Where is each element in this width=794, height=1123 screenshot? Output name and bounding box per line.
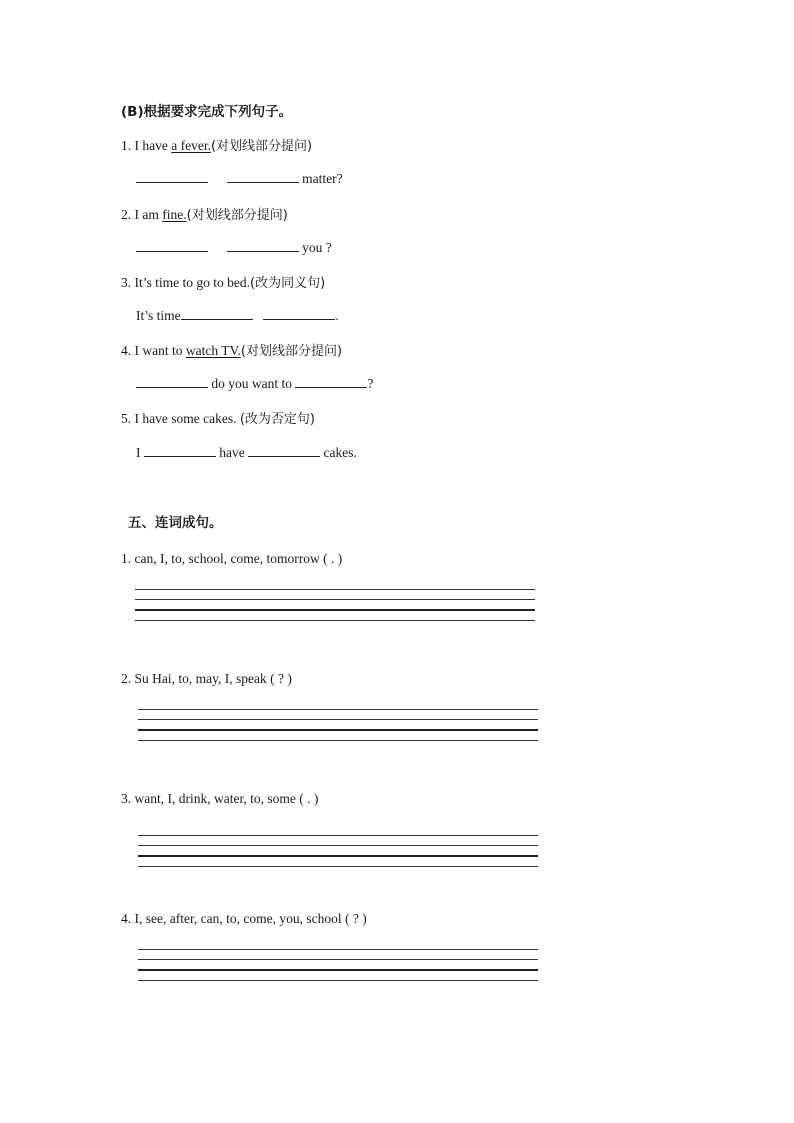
section-5-heading: 五、连词成句。 [128,515,223,531]
instruction-note: (对划线部分提问) [186,208,288,223]
question-number: 4. [121,343,132,358]
question-2 [121,204,288,223]
answer-text: matter? [302,171,343,186]
scrambled-words: can, I, to, school, come, tomorrow ( . ) [134,551,343,566]
answer-blank[interactable] [227,239,299,252]
answer-blank[interactable] [136,375,208,388]
answer-5 [136,444,357,461]
item-number: 4. [121,911,132,926]
answer-3 [136,307,339,324]
writing-lines-3[interactable] [138,835,538,869]
answer-text: have [219,445,245,460]
scrambled-words: Su Hai, to, may, I, speak ( ? ) [134,671,292,686]
answer-1 [136,170,343,187]
section-b-heading: (B)根据要求完成下列句子。 [121,104,293,120]
question-number: 5. [121,411,132,426]
underlined-text: watch TV. [185,343,241,358]
answer-blank[interactable] [248,444,320,457]
answer-blank[interactable] [263,307,335,320]
question-1 [121,135,312,154]
answer-4 [136,375,373,392]
answer-blank[interactable] [227,170,299,183]
question-number: 2. [121,207,132,222]
answer-2 [136,239,332,256]
question-text: I want to [134,343,186,358]
answer-blank[interactable] [295,375,367,388]
word-order-item-2 [121,671,292,687]
question-4 [121,340,342,359]
word-order-item-4 [121,911,367,927]
answer-blank[interactable] [144,444,216,457]
question-number: 1. [121,138,132,153]
question-text: I have [134,138,172,153]
answer-blank[interactable] [136,170,208,183]
writing-lines-2[interactable] [138,709,538,743]
answer-text: do you want to [211,376,292,391]
answer-text: . [335,308,339,323]
answer-text: you ? [302,240,332,255]
writing-lines-1[interactable] [135,589,535,623]
answer-text: It’s time [136,308,181,323]
question-number: 3. [121,275,132,290]
writing-lines-4[interactable] [138,949,538,983]
instruction-note: (改为否定句) [239,412,315,427]
word-order-item-3 [121,791,318,807]
question-text: I have some cakes. [134,411,240,426]
word-order-item-1 [121,551,342,567]
question-text: I am [134,207,163,222]
item-number: 3. [121,791,132,806]
answer-text: cakes. [323,445,357,460]
item-number: 2. [121,671,132,686]
answer-text: I [136,445,141,460]
scrambled-words: want, I, drink, water, to, some ( . ) [134,791,319,806]
answer-text: ? [367,376,374,391]
item-number: 1. [121,551,132,566]
instruction-note: (对划线部分提问) [210,139,313,154]
answer-blank[interactable] [136,239,208,252]
instruction-note: (对划线部分提问) [240,344,343,359]
scrambled-words: I, see, after, can, to, come, you, school ( ? ) [134,911,367,926]
question-3 [121,272,325,291]
question-text: It’s time to go to bed. [134,275,250,290]
answer-blank[interactable] [181,307,253,320]
underlined-text: a fever. [171,138,211,153]
question-5 [121,408,315,427]
instruction-note: (改为同义句) [250,276,326,291]
underlined-text: fine. [162,207,187,222]
